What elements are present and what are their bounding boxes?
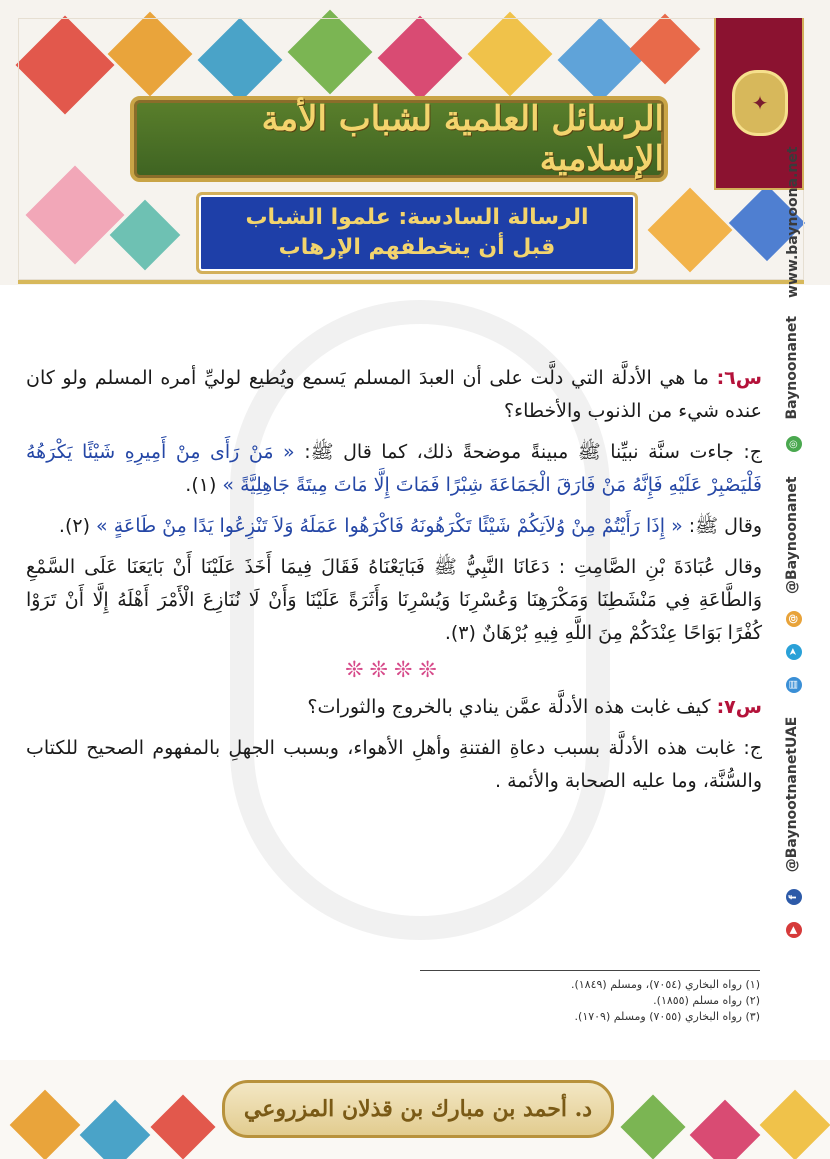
answer-6: [26, 436, 762, 502]
hadith-1: « مَنْ رَأَى مِنْ أَمِيرِهِ شَيْئًا يَكْرَهُهُ فَلْيَصْبِرْ عَلَيْهِ فَإِنَّهُ مَنْ فَارَقَ الْجَمَاعَةَ شِبْرًا فَمَاتَ إِلَّا مَاتَ مِيتَةً جَاهِلِيَّةً »: [26, 441, 762, 496]
decor-tile: [80, 1100, 151, 1159]
ref-2: (٢).: [58, 515, 90, 537]
hadith-2: « إِذَا رَأَيْتُمْ مِنْ وُلاَتِكُمْ شَيْئًا تَكْرَهُونَهُ فَاكْرَهُوا عَمَلَهُ وَلاَ تَنْزِعُوا يَدًا مِنْ طَاعَةٍ »: [96, 515, 683, 537]
social-links: [773, 146, 813, 950]
ref-1: (١).: [185, 474, 217, 496]
social-group-at: [784, 470, 802, 698]
question-6-label: س٦:: [716, 367, 762, 389]
ubada-text: وقال عُبَادَةَ بْنِ الصَّامِتِ : دَعَانَا النَّبِيُّ ﷺ فَبَايَعْنَاهُ فَقَالَ فِيمَا أَخَذَ عَلَيْنَا أَنْ بَايَعَنَا عَلَى السَّمْعِ وَالطَّاعَةِ فِي مَنْشَطِنَا وَمَكْرَهِنَا وَعُسْرِنَا وَيُسْرِنَا وَأَثَرَةً عَلَيْنَا وَأَنْ لَا نُنَازِعَ الْأَمْرَ أَهْلَهُ إِلَّا أَنْ تَرَوْا كُفْرًا بَوَاحًا عِنْدَكُمْ مِنَ اللَّهِ فِيهِ بُرْهَانٌ: [26, 556, 762, 644]
series-title: الرسائل العلمية لشباب الأمة الإسلامية: [261, 99, 664, 179]
answer-6-intro: ج: جاءت سنَّة نبيِّنا ﷺ مبينةً موضحةً ذلك، كما قال ﷺ:: [304, 441, 762, 463]
facebook-icon[interactable]: f: [786, 889, 802, 905]
ref-3: (٣).: [444, 622, 476, 644]
footnote-1: (١) رواه البخاري (٧٠٥٤)، ومسلم (١٨٤٩).: [570, 978, 760, 991]
hadith-2-intro: وقال ﷺ:: [688, 515, 762, 537]
handle-at[interactable]: @Baynoonanet: [784, 476, 800, 594]
article-body: [26, 362, 762, 806]
hadith-2-paragraph: [26, 510, 762, 543]
telegram-icon[interactable]: ➤: [786, 644, 802, 660]
book-icon[interactable]: ▤: [786, 677, 802, 693]
ubada-hadith: [26, 551, 762, 650]
answer-7-text: ج: غابت هذه الأدلَّة بسبب دعاةِ الفتنةِ وأهلِ الأهواء، وبسبب الجهلِ بالمفهوم الصحيح للكتاب والسُّنَّة، وما عليه الصحابة والأئمة .: [26, 737, 762, 792]
page-header: [0, 0, 830, 285]
subtitle-line-1: الرسالة السادسة: علموا الشباب: [245, 205, 589, 230]
footnotes: [420, 970, 760, 1025]
author-plaque: [222, 1080, 614, 1138]
social-group-uae: [784, 711, 802, 944]
subtitle-banner: [196, 192, 638, 274]
decor-tile: [690, 1100, 761, 1159]
website-link[interactable]: www.baynoona.net: [785, 146, 801, 298]
subtitle-line-2: قبل أن يتخطفهم الإرهاب: [278, 235, 556, 260]
decor-tile: [620, 1094, 685, 1159]
section-separator: ❊❊❊❊: [345, 658, 443, 683]
question-7-label: س٧:: [716, 696, 762, 718]
globe-icon[interactable]: ◎: [786, 436, 802, 452]
answer-7: [26, 732, 762, 798]
decor-tile: [10, 1090, 81, 1159]
decor-tile: [760, 1090, 830, 1159]
author-name: د. أحمد بن مبارك بن قذلان المزروعي: [243, 1096, 593, 1122]
question-6-text: ما هي الأدلَّة التي دلَّت على أن العبدَ المسلم يَسمع ويُطيع لوليِّ أمره المسلم ولو كان عنده شيء من الذنوب والأخطاء؟: [26, 367, 762, 422]
social-side-bar: [773, 146, 813, 950]
at-icon[interactable]: @: [786, 611, 802, 627]
header-rule: [18, 280, 804, 284]
question-7: [26, 691, 762, 724]
question-7-text: كيف غابت هذه الأدلَّة عمَّن ينادي بالخروج والثورات؟: [307, 696, 711, 718]
question-6: [26, 362, 762, 428]
handle-uae[interactable]: @BaynootnanetUAE: [784, 716, 800, 873]
footnote-2: (٢) رواه مسلم (١٨٥٥).: [653, 994, 760, 1007]
social-group-main: [784, 310, 802, 458]
series-logo-icon: ✦: [732, 70, 788, 136]
youtube-icon[interactable]: ▶: [786, 922, 802, 938]
series-title-plaque: [130, 96, 668, 182]
handle-main[interactable]: Baynoonanet: [784, 315, 800, 420]
footnote-3: (٣) رواه البخاري (٧٠٥٥) ومسلم (١٧٠٩).: [574, 1010, 760, 1023]
decor-tile: [150, 1094, 215, 1159]
page-footer: [0, 1060, 830, 1159]
